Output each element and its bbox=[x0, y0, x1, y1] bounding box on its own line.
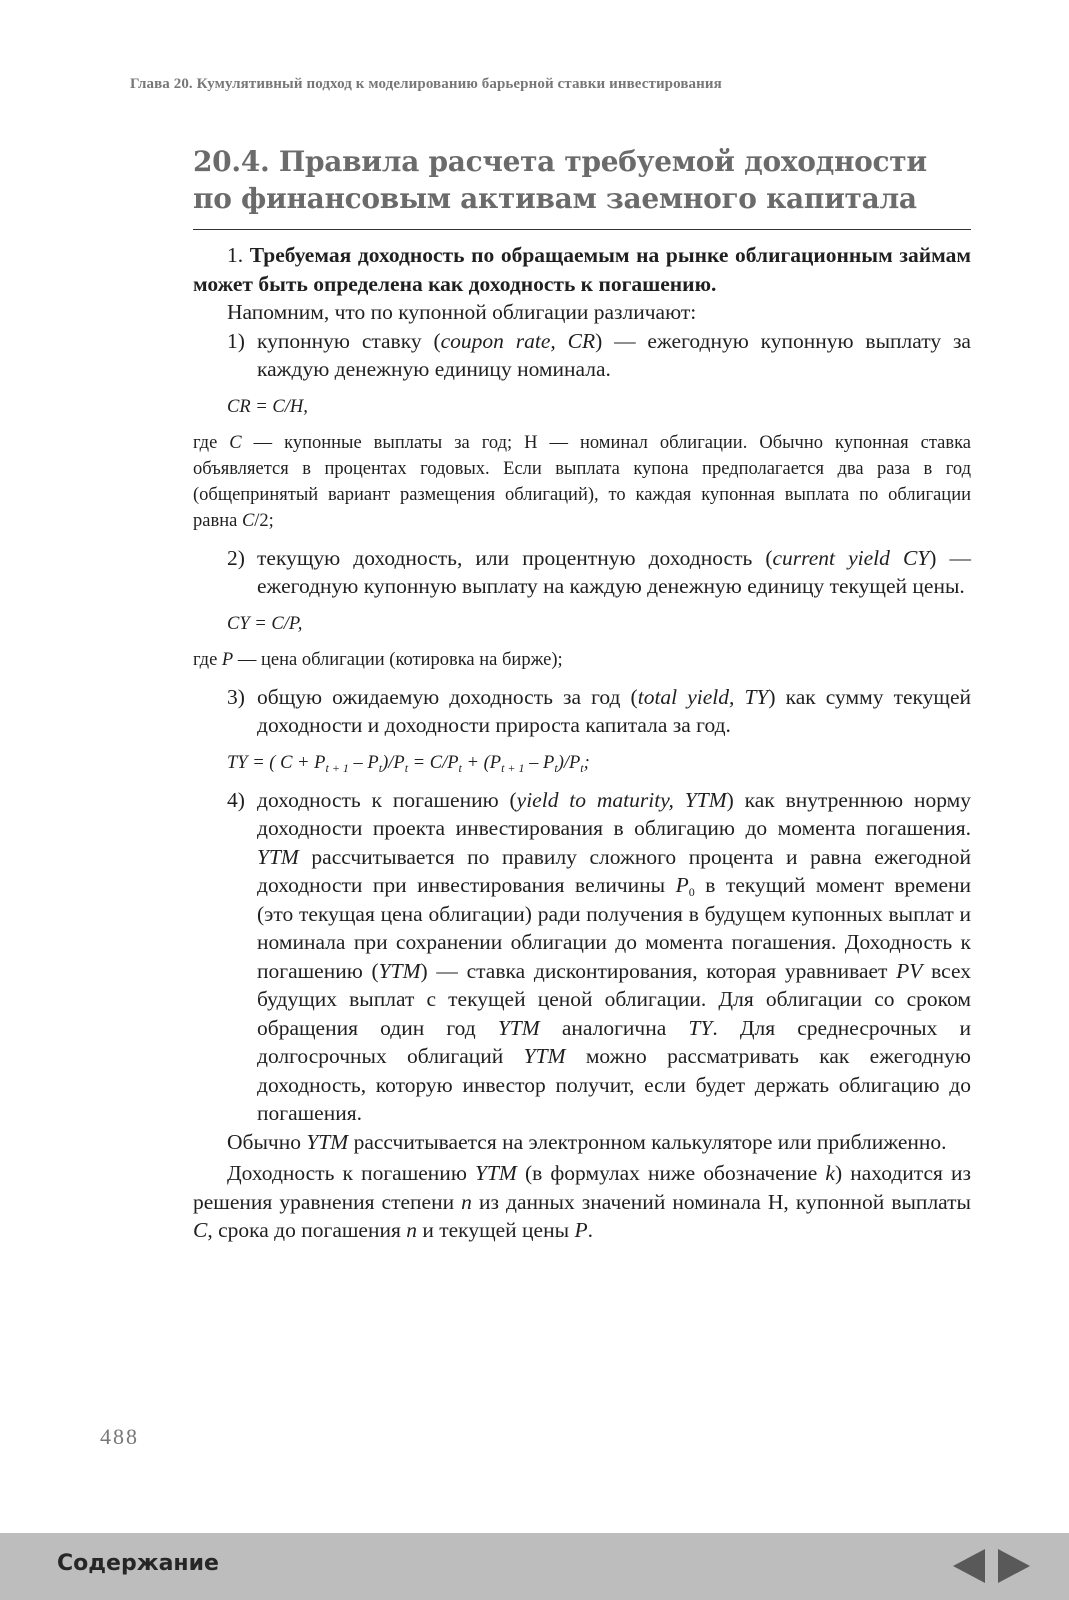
ytm-calc-paragraph: Обычно YTM рассчитывается на электронном калькуляторе или приближенно. bbox=[227, 1129, 947, 1154]
list-item-1 bbox=[193, 327, 971, 384]
formula-ty: TY = ( $C + P_{t + 1} - P_t)/P_t = C/P_t + (P_{t + 1} - P_t)/P_t$; bbox=[227, 752, 590, 775]
list-item-number: 1) bbox=[227, 328, 245, 353]
section-title-line2: по финансовым активам заемного капитала bbox=[193, 182, 917, 215]
table-of-contents-link[interactable]: Содержание bbox=[57, 1551, 219, 1576]
list-item-3 bbox=[193, 683, 971, 740]
list-item-text: текущую доходность, или процентную доходность (current yield CY) — ежегодную купонную выплату на каждую денежную единицу текущей цены. bbox=[257, 545, 971, 598]
section-title-line1: 20.4. Правила расчета требуемой доходности bbox=[193, 145, 927, 178]
list-item-2 bbox=[193, 544, 971, 601]
previous-page-icon[interactable] bbox=[953, 1549, 985, 1583]
formula-cy-note: где P — цена облигации (котировка на бирже); bbox=[193, 649, 563, 670]
intro-paragraph: Напомним, что по купонной облигации различают: bbox=[227, 300, 697, 324]
formula-cr-note: где C — купонные выплаты за год; Н — номинал облигации. Обычно купонная ставка объявляется в процентах годовых. Если выплата купона предполагается два раза в год (общепринятый вариант размещения облигаций), то каждая купонная выплата по облигации равна C/2; bbox=[193, 432, 972, 531]
next-page-icon[interactable] bbox=[998, 1549, 1030, 1583]
list-item-number: 3) bbox=[227, 684, 245, 709]
section-title bbox=[193, 143, 973, 217]
list-item-text: доходность к погашению (yield to maturity, YTM) как внутреннюю норму доходности проекта инвестирования в облигацию до момента погашения. YTM рассчитывается по правилу сложного процента и равна ежегодной доходности при инвестирования величины $P_0$ в текущий момент времени (это текущая цена облигации) ради получения в будущем купонных выплат и номинала при сохранении облигации до момента погашения. Доходность к погашению (YTM) — ставка дисконтирования, которая уравнивает PV всех будущих выплат с текущей ценой облигации. Для облигации со сроком обращения один год YTM аналогична TY. Для среднесрочных и долгосрочных облигаций YTM можно рассматривать как ежегодную доходность, которую инвестор получит, если будет держать облигацию до погашения. bbox=[257, 787, 971, 1125]
running-head: Глава 20. Кумулятивный подход к моделированию барьерной ставки инвестирования bbox=[130, 76, 722, 92]
footer-bar bbox=[0, 1533, 1069, 1600]
list-item-text: купонную ставку (coupon rate, CR) — ежегодную купонную выплату за каждую денежную единицу номинала. bbox=[257, 328, 971, 381]
formula-cr: CR = C/Н, bbox=[227, 396, 308, 417]
list-item-number: 4) bbox=[227, 787, 245, 812]
rule1-paragraph bbox=[193, 241, 971, 298]
list-item-text: общую ожидаемую доходность за год (total yield, TY) как сумму текущей доходности и доходности прироста капитала за год. bbox=[257, 684, 972, 737]
rule1-number: 1. bbox=[227, 243, 250, 267]
rule1-statement: Требуемая доходность по обращаемым на рынке облигационным займам может быть определена как доходность к погашению. bbox=[193, 243, 972, 296]
list-item-number: 2) bbox=[227, 545, 245, 570]
body-text bbox=[193, 241, 971, 1245]
page-number: 488 bbox=[100, 1424, 139, 1449]
list-item-4 bbox=[193, 786, 971, 1128]
title-divider bbox=[193, 229, 971, 230]
formula-cy: CY = C/P, bbox=[227, 613, 303, 634]
ytm-definition-paragraph: Доходность к погашению YTM (в формулах ниже обозначение k) находится из решения уравнения степени n из данных значений номинала Н, купонной выплаты C, срока до погашения n и текущей цены P. bbox=[193, 1161, 971, 1242]
